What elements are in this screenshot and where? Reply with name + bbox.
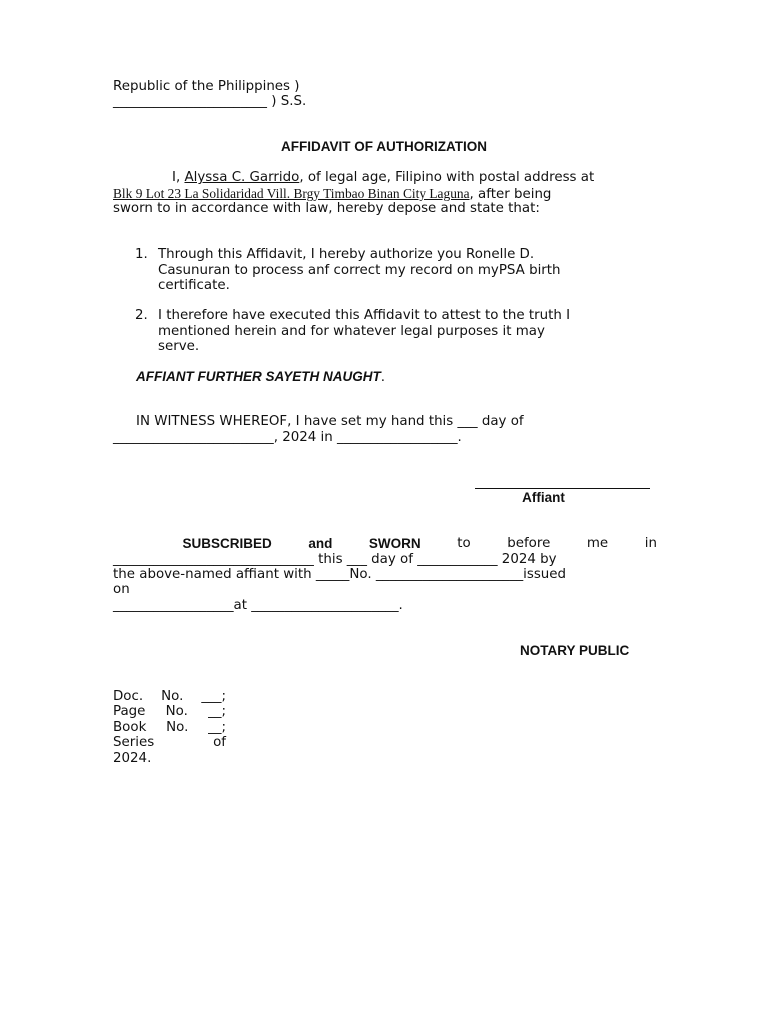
document-title: AFFIDAVIT OF AUTHORIZATION: [281, 139, 487, 154]
jurat-line-2: ______________________________ this ___ day of ____________ 2024 by: [113, 552, 557, 567]
further-sayeth: AFFIANT FURTHER SAYETH NAUGHT: [136, 369, 381, 384]
jurat-line-3: the above-named affiant with _____No. ______________________issued: [113, 567, 567, 582]
list-item-number: 1.: [135, 247, 148, 262]
docket-label: Page: [113, 704, 146, 719]
docket-end: of: [213, 735, 226, 750]
docket-end: __;: [208, 704, 226, 719]
jurat-word: and: [308, 536, 333, 551]
jurat-word: me: [586, 536, 609, 551]
docket-label: Doc.: [113, 689, 144, 704]
affiant-name: Alyssa C. Garrido: [184, 170, 300, 185]
list-item-number: 2.: [135, 308, 148, 323]
jurat-word: before: [507, 536, 551, 551]
jurat-line-5: __________________at ______________________.: [113, 598, 403, 613]
affiant-label: Affiant: [522, 490, 565, 505]
further-period: .: [380, 370, 386, 385]
jurat-line-4: on: [113, 582, 130, 597]
jurat-word: SWORN: [368, 536, 421, 551]
docket-row-doc: [113, 689, 226, 705]
list-item-text: Through this Affidavit, I hereby authorize you Ronelle D. Casunuran to process anf correct my record on myPSA birth certificate.: [158, 247, 561, 293]
intro-after-name: , of legal age, Filipino with postal address at: [299, 170, 595, 185]
intro-line-3: sworn to in accordance with law, hereby depose and state that:: [113, 201, 540, 216]
intro-after-address: , after being: [469, 187, 552, 202]
postal-address: Blk 9 Lot 23 La Solidaridad Vill. Brgy Timbao Binan City Laguna: [113, 186, 470, 201]
ss-line: _______________________ ) S.S.: [113, 94, 307, 109]
further-sayeth-line: [136, 369, 385, 386]
witness-line-2: ________________________, 2024 in __________________.: [113, 430, 462, 445]
docket-mid: No.: [161, 689, 184, 704]
docket-row-page: [113, 704, 226, 720]
docket-end: __;: [208, 720, 226, 735]
docket-row-book: [113, 720, 226, 736]
jurat-word: SUBSCRIBED: [182, 536, 272, 551]
docket-year: 2024.: [113, 751, 152, 766]
witness-line-1: IN WITNESS WHEREOF, I have set my hand this ___ day of: [136, 414, 524, 429]
docket-label: Series: [113, 735, 155, 750]
docket-end: ___;: [201, 689, 226, 704]
notary-public-label: NOTARY PUBLIC: [520, 643, 630, 658]
jurat-word: in: [644, 536, 657, 551]
jurat-spacer: [113, 536, 146, 552]
republic-line: Republic of the Philippines ): [113, 79, 300, 94]
jurat-line-1: [113, 536, 657, 552]
intro-line-1: [172, 170, 594, 186]
docket-label: Book: [113, 720, 147, 735]
list-item-text: I therefore have executed this Affidavit to attest to the truth I mentioned herein and for whatever legal purposes it may serve.: [158, 308, 571, 354]
signature-line: [475, 488, 650, 489]
docket-mid: No.: [166, 720, 189, 735]
intro-prefix: I,: [172, 170, 185, 185]
jurat-word: to: [457, 536, 471, 551]
docket-mid: No.: [165, 704, 188, 719]
docket-row-series: [113, 735, 226, 751]
